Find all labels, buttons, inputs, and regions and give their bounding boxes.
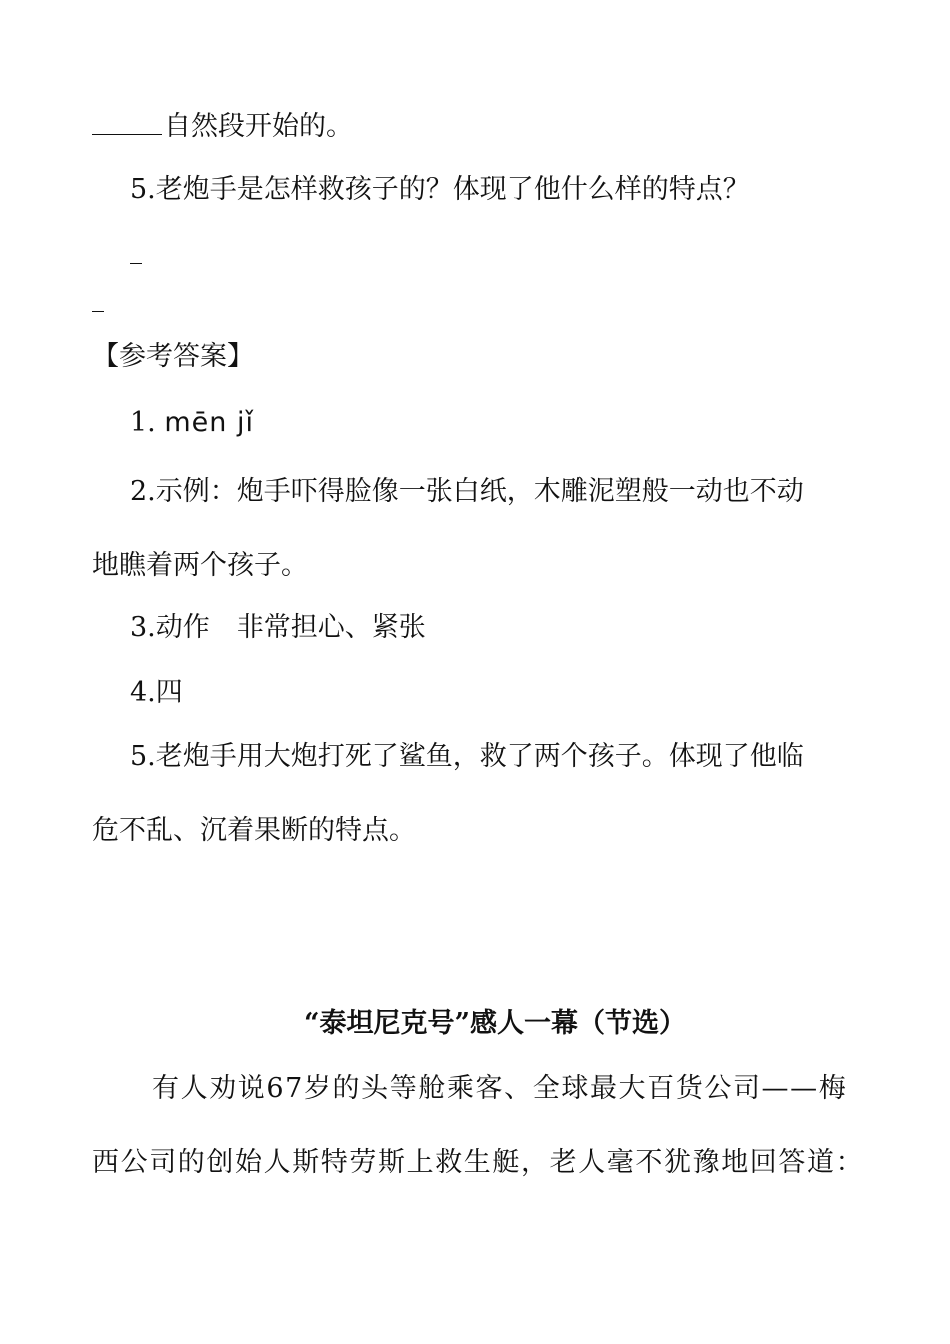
question-4-tail — [92, 108, 353, 144]
answer-header: 【参考答案】 — [92, 341, 254, 372]
answer-line-1 — [130, 263, 142, 264]
question-5: 5.老炮手是怎样救孩子的？体现了他什么样的特点？ — [130, 174, 750, 205]
answer-line-2 — [92, 311, 104, 312]
question-4-text: 自然段开始的。 — [164, 111, 353, 142]
answer-1-pinyin: mēn jǐ — [164, 407, 254, 438]
answer-1 — [130, 406, 254, 440]
answer-3: 3.动作 非常担心、紧张 — [130, 612, 426, 643]
answer-blank — [92, 108, 162, 135]
answer-2-line-2: 地瞧着两个孩子。 — [92, 550, 308, 581]
article-title: “泰坦尼克号”感人一幕（节选） — [303, 1008, 687, 1039]
answer-2-line-1: 2.示例：炮手吓得脸像一张白纸，木雕泥塑般一动也不动 — [130, 476, 804, 507]
article-paragraph-line-1: 有人劝说67岁的头等舱乘客、全球最大百货公司——梅 — [152, 1073, 848, 1104]
answer-5-line-2: 危不乱、沉着果断的特点。 — [92, 815, 416, 846]
answer-1-number: 1. — [130, 407, 156, 438]
answer-4: 4.四 — [130, 677, 183, 708]
answer-5-line-1: 5.老炮手用大炮打死了鲨鱼，救了两个孩子。体现了他临 — [130, 741, 804, 772]
article-paragraph-line-2: 西公司的创始人斯特劳斯上救生艇，老人毫不犹豫地回答道： — [92, 1147, 865, 1178]
